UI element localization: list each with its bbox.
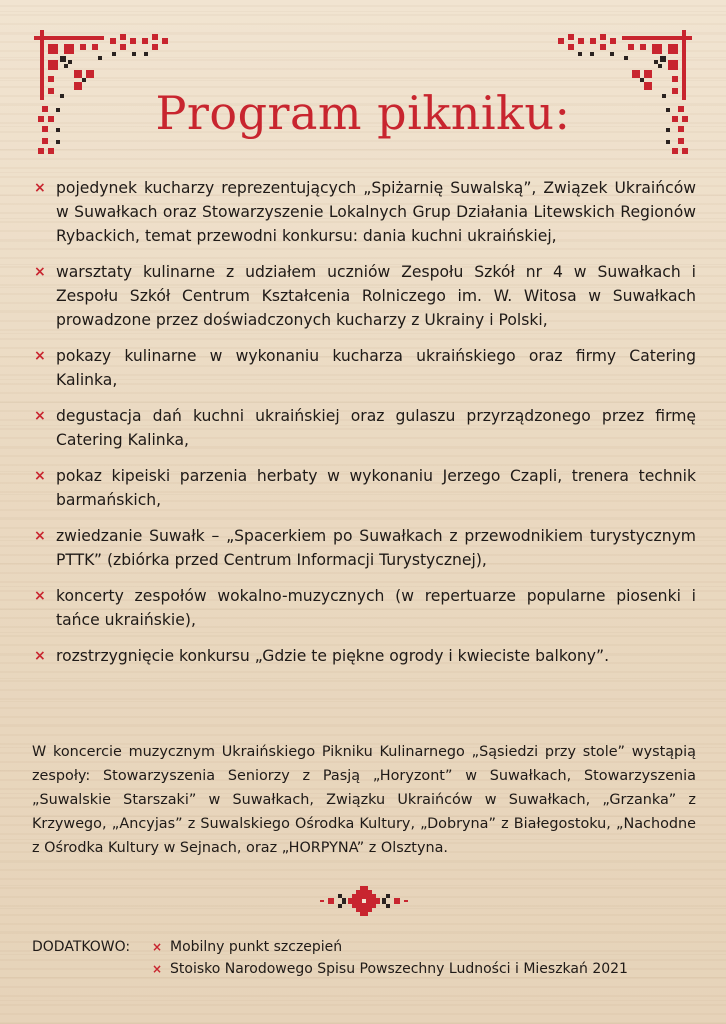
extras-item-text: Mobilny punkt szczepień (170, 939, 343, 955)
program-item-text: pojedynek kucharzy reprezentujących „Spiżarnię Suwalską”, Związek Ukraińców w Suwałkach oraz Stowarzyszenie Lokalnych Grup Działania Litewskich Regionów Rybackich, temat przewodni konkursu: dania kuchni ukraińskiej, (56, 179, 696, 245)
program-item-text: warsztaty kulinarne z udziałem uczniów Zespołu Szkół nr 4 w Suwałkach i Zespołu Szkół Centrum Kształcenia Rolniczego im. W. Witosa w Suwałkach prowadzone przez doświadczonych kucharzy z Ukrainy i Polski, (56, 263, 696, 329)
extras-item (150, 958, 628, 980)
program-item-text: pokaz kipeiski parzenia herbaty w wykonaniu Jerzego Czapli, trenera technik barmańskich, (56, 467, 696, 509)
embroidery-ornament-icon (320, 884, 408, 918)
program-item (32, 644, 696, 668)
cross-bullet-icon: × (34, 408, 46, 424)
extras-list (150, 936, 628, 980)
cross-bullet-icon: × (34, 264, 46, 280)
program-item (32, 260, 696, 332)
program-item (32, 404, 696, 452)
program-item-text: koncerty zespołów wokalno-muzycznych (w repertuarze popularne piosenki i tańce ukraińskie), (56, 587, 696, 629)
program-item-text: zwiedzanie Suwałk – „Spacerkiem po Suwałkach z przewodnikiem turystycznym PTTK” (zbiórka przed Centrum Informacji Turystycznej), (56, 527, 696, 569)
cross-bullet-icon: × (34, 468, 46, 484)
cross-bullet-icon: × (34, 528, 46, 544)
cross-bullet-icon: × (34, 180, 46, 196)
extras-item-text: Stoisko Narodowego Spisu Powszechny Ludności i Mieszkań 2021 (170, 961, 628, 977)
page-title: Program pikniku: (155, 86, 571, 140)
extras-label: DODATKOWO: (32, 939, 131, 955)
program-item-text: degustacja dań kuchni ukraińskiej oraz gulaszu przyrządzonego przez firmę Catering Kalinka, (56, 407, 696, 449)
concert-paragraph: W koncercie muzycznym Ukraińskiego Pikniku Kulinarnego „Sąsiedzi przy stole” wystąpią zespoły: Stowarzyszenia Seniorzy z Pasją „Horyzont” w Suwałkach, Stowarzyszenia „Suwalskie Starszaki” w Suwałkach, Związku Ukraińców w Suwałkach, „Grzanka” z Krzywego, „Ancyjas” z Suwalskiego Ośrodka Kultury, „Dobryna” z Białegostoku, „Nachodne z Ośrodka Kultury w Sejnach, oraz „HORPYNA” z Olsztyna. (32, 744, 696, 856)
cross-bullet-icon: × (34, 348, 46, 364)
program-item (32, 524, 696, 572)
extras-item (150, 936, 628, 958)
cross-bullet-icon: × (152, 940, 163, 954)
program-item (32, 464, 696, 512)
cross-bullet-icon: × (34, 588, 46, 604)
program-item (32, 176, 696, 248)
program-item-text: rozstrzygnięcie konkursu „Gdzie te piękne ogrody i kwieciste balkony”. (56, 647, 610, 665)
program-item (32, 584, 696, 632)
cross-bullet-icon: × (34, 648, 46, 664)
cross-bullet-icon: × (152, 962, 163, 976)
program-item-text: pokazy kulinarne w wykonaniu kucharza ukraińskiego oraz firmy Catering Kalinka, (56, 347, 696, 389)
program-item (32, 344, 696, 392)
program-list (32, 176, 696, 680)
